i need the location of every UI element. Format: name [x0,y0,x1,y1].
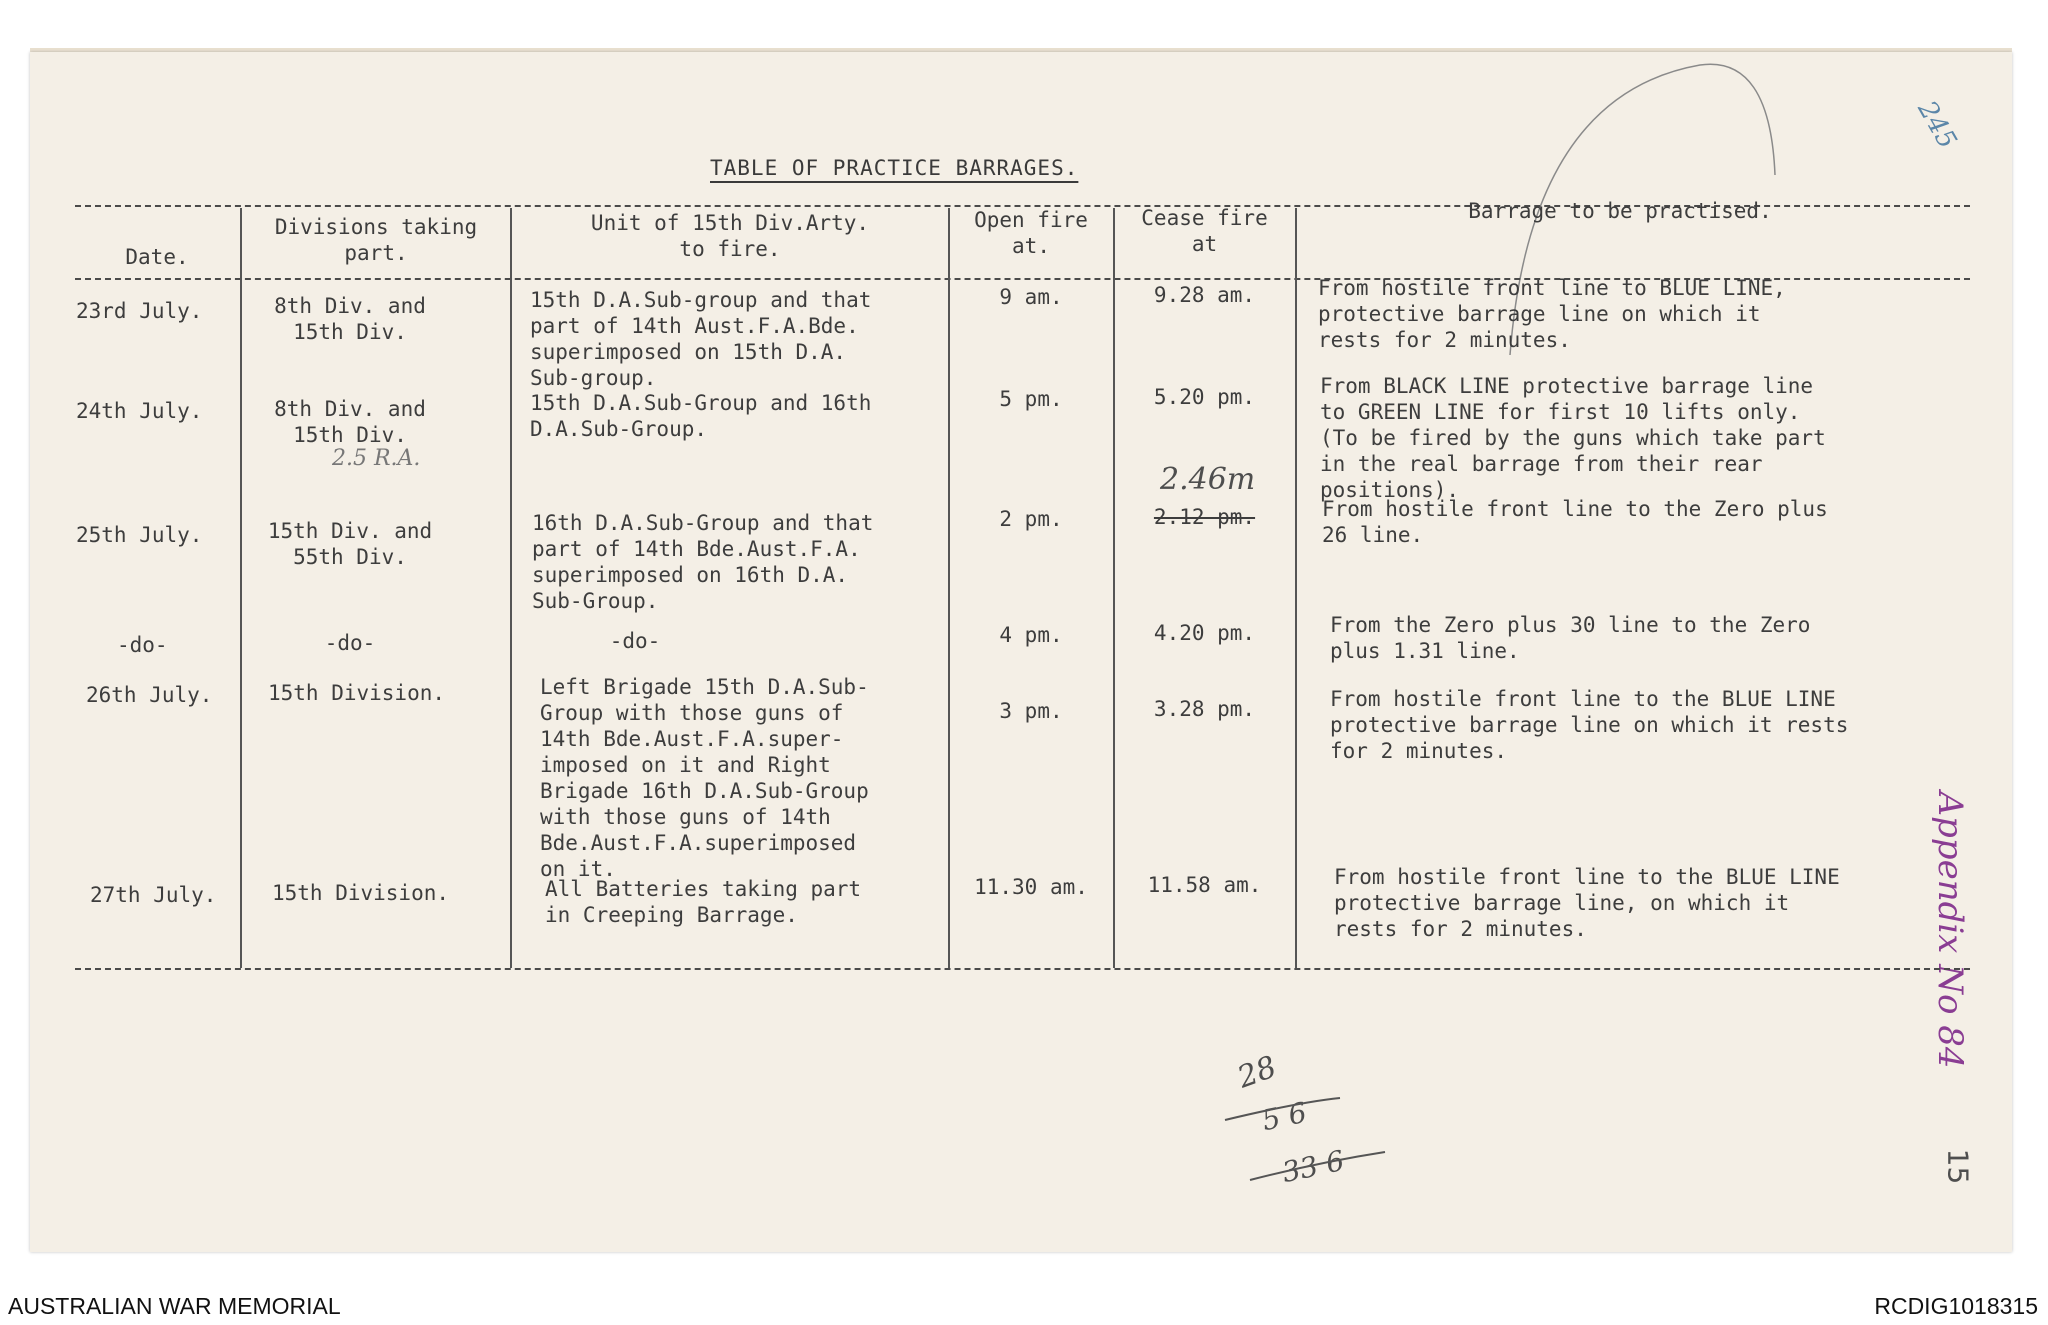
column-divider-5 [1295,208,1297,968]
row5-barrage: From hostile front line to the BLUE LINE protective barrage line on which it rests for 2 minutes. [1330,687,1849,763]
row1-barrage: From hostile front line to BLUE LINE, protective barrage line on which it rests for 2 minutes. [1318,276,1786,352]
table-bottom-rule [75,968,1970,970]
row4-barrage: From the Zero plus 30 line to the Zero plus 1.31 line. [1330,613,1811,663]
calc-underlines [1220,1080,1390,1200]
header-barrage: Barrage to be practised. [1468,199,1772,223]
row2-open: 5 pm. [999,387,1063,411]
column-divider-3 [948,208,950,968]
row5-divisions: 15th Division. [268,681,446,705]
calc-line-2: 5 6 [1259,1095,1310,1138]
margin-note: 2.5 R.A. [332,446,421,471]
calc-line-3: 33 6 [1279,1143,1348,1190]
folio-number: 245 [1911,96,1963,154]
row2-divisions: 8th Div. and 15th Div. [274,397,426,447]
row3-cease: 2.12 pm. [1153,505,1256,529]
row3-divisions: 15th Div. and 55th Div. [267,519,433,569]
row3-open: 2 pm. [999,507,1063,531]
footer-record-id: RCDIG1018315 [1874,1293,2038,1319]
header-unit: Unit of 15th Div.Arty. to fire. [590,211,870,261]
row4-unit: -do- [609,629,661,653]
page-number: 15 [1941,1148,1975,1185]
appendix-note: Appendix No 84 [1930,791,1970,1069]
row1-date: 23rd July. [76,299,203,323]
header-open-fire: Open fire at. [974,208,1088,258]
row2-unit: 15th D.A.Sub-Group and 16th D.A.Sub-Group. [530,391,872,441]
header-cease-fire: Cease fire at [1141,206,1268,256]
row6-cease: 11.58 am. [1147,873,1262,897]
header-date: Date. [125,245,189,269]
correction-note: 2.46m [1160,462,1256,497]
row6-open: 11.30 am. [974,875,1088,899]
row3-barrage: From hostile front line to the Zero plus 26 line. [1322,497,1828,547]
row4-divisions: -do- [324,631,376,655]
row2-barrage: From BLACK LINE protective barrage line to GREEN LINE for first 10 lifts only. (To be fired by the guns which take part in the real barrage from their rear positions). [1320,374,1826,502]
row2-cease: 5.20 pm. [1153,385,1256,409]
column-divider-2 [510,208,512,968]
row1-cease: 9.28 am. [1153,283,1256,307]
row1-unit: 15th D.A.Sub-group and that part of 14th Aust.F.A.Bde. superimposed on 15th D.A. Sub-group. [530,288,872,390]
column-divider-1 [240,208,242,968]
row5-open: 3 pm. [999,699,1063,723]
row5-unit: Left Brigade 15th D.A.Sub- Group with those guns of 14th Bde.Aust.F.A.super- imposed on it and Right Brigade 16th D.A.Sub-Group with those guns of 14th Bde.Aust.F.A.superimposed on it. [540,675,869,881]
column-divider-4 [1113,208,1115,968]
row6-barrage: From hostile front line to the BLUE LINE protective barrage line, on which it rests for 2 minutes. [1334,865,1840,941]
row4-open: 4 pm. [999,623,1063,647]
row4-cease: 4.20 pm. [1153,621,1256,645]
row6-divisions: 15th Division. [272,881,450,905]
header-divisions: Divisions taking part. [274,215,478,265]
row3-date: 25th July. [76,523,203,547]
document-title: TABLE OF PRACTICE BARRAGES. [710,156,1079,180]
row2-date: 24th July. [76,399,203,423]
row5-date: 26th July. [86,683,213,707]
calc-line-1: 28 [1233,1049,1282,1096]
row4-date: -do- [117,633,168,657]
row6-unit: All Batteries taking part in Creeping Barrage. [545,877,862,927]
footer-institution: AUSTRALIAN WAR MEMORIAL [8,1293,341,1319]
row1-divisions: 8th Div. and 15th Div. [274,294,426,344]
row1-open: 9 am. [999,285,1063,309]
row5-cease: 3.28 pm. [1153,697,1256,721]
row3-unit: 16th D.A.Sub-Group and that part of 14th Bde.Aust.F.A. superimposed on 16th D.A. Sub-Group. [532,511,874,613]
row6-date: 27th July. [90,883,217,907]
